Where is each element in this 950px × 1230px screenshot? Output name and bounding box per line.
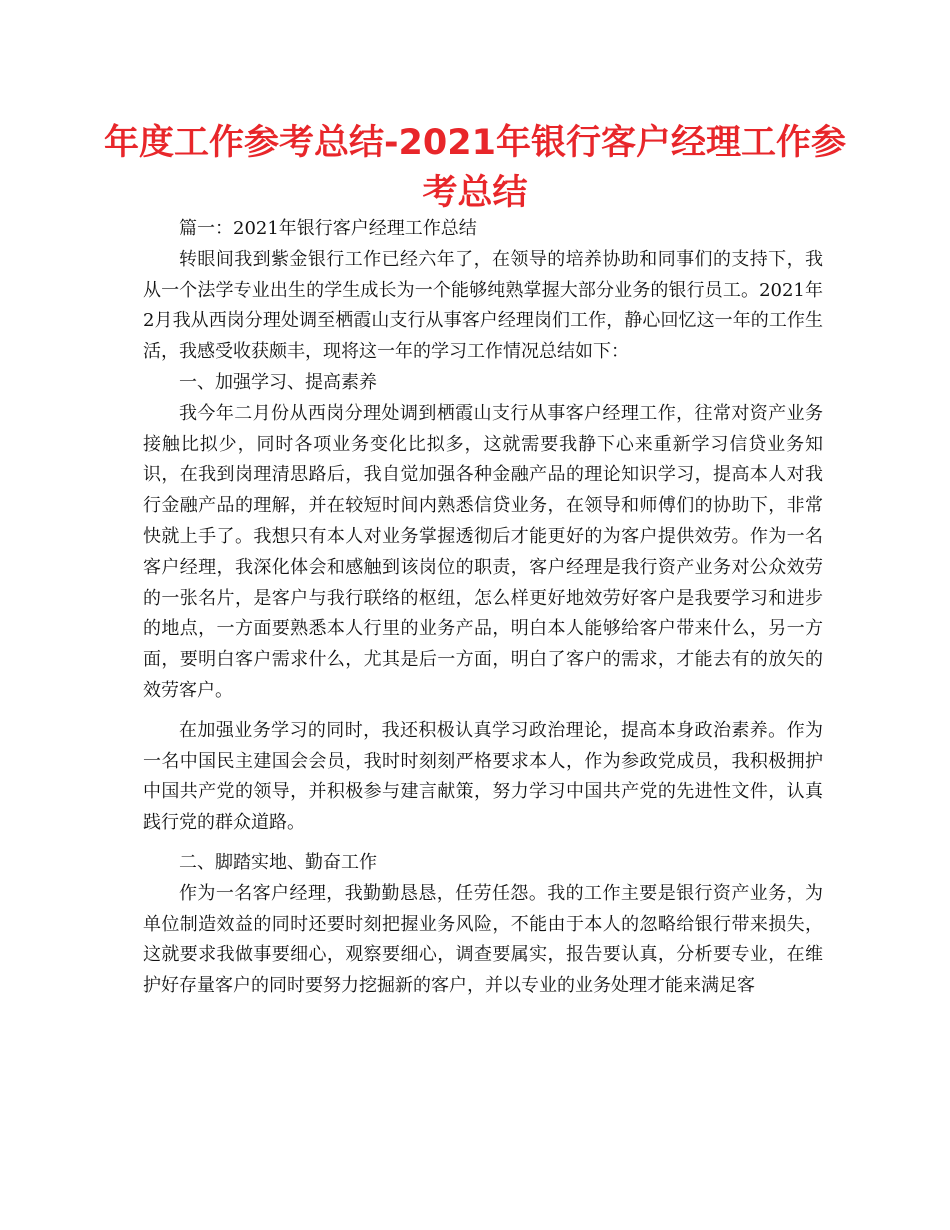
- paragraph-politics: 在加强业务学习的同时，我还积极认真学习政治理论，提高本身政治素养。作为一名中国民主建国会会员，我时时刻刻严格要求本人，作为参政党成员，我积极拥护中国共产党的领导，并积极参与建言献策，努力学习中国共产党的先进性文件，认真践行党的群众道路。: [143, 719, 823, 834]
- paragraph-intro: 转眼间我到紫金银行工作已经六年了，在领导的培养协助和同事们的支持下，我从一个法学专业出生的学生成长为一个能够纯熟掌握大部分业务的银行员工。2021年2月我从西岗分理处调至栖霞山支行从事客户经理岗们工作，静心回忆这一年的工作生活，我感受收获颇丰，现将这一年的学习工作情况总结如下：: [143, 248, 823, 363]
- section-heading-2: 二、脚踏实地、勤奋工作: [179, 851, 377, 873]
- paragraph-section-1: 我今年二月份从西岗分理处调到栖霞山支行从事客户经理工作，往常对资产业务接触比拟少，同时各项业务变化比拟多，这就需要我静下心来重新学习信贷业务知识，在我到岗理清思路后，我自觉加强各种金融产品的理论知识学习，提高本人对我行金融产品的理解，并在较短时间内熟悉信贷业务，在领导和师傅们的协助下，非常快就上手了。我想只有本人对业务掌握透彻后才能更好的为客户提供效劳。作为一名客户经理，我深化体会和感触到该岗位的职责，客户经理是我行资产业务对公众效劳的一张名片，是客户与我行联络的枢纽，怎么样更好地效劳好客户是我要学习和进步的地点，一方面要熟悉本人行里的业务产品，明白本人能够给客户带来什么，另一方面，要明白客户需求什么，尤其是后一方面，明白了客户的需求，才能去有的放矢的效劳客户。: [143, 402, 823, 701]
- paragraph-section-2: 作为一名客户经理，我勤勤恳恳，任劳任怨。我的工作主要是银行资产业务，为单位制造效益的同时还要时刻把握业务风险，不能由于本人的忽略给银行带来损失，这就要求我做事要细心，观察要细心，调查要属实，报告要认真，分析要专业，在维护好存量客户的同时要努力挖掘新的客户，并以专业的业务处理才能来满足客: [143, 882, 823, 997]
- document-title: 年度工作参考总结-2021年银行客户经理工作参考总结: [104, 123, 846, 213]
- document-body: [143, 214, 823, 1002]
- paragraph-subtitle: 篇一：2021年银行客户经理工作总结: [179, 218, 477, 239]
- section-heading-1: 一、加强学习、提高素养: [179, 371, 377, 393]
